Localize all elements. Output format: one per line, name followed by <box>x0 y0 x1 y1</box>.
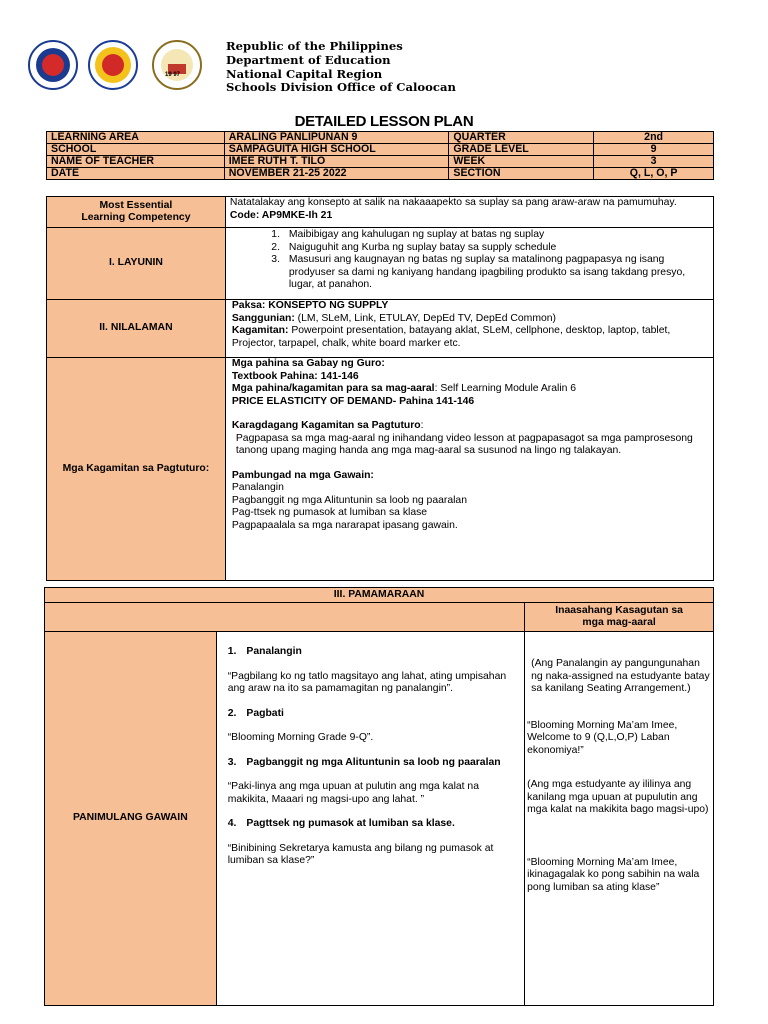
panimulang-gawain-label: PANIMULANG GAWAIN <box>45 632 217 1006</box>
objective-item: 1. Maibibigay ang kahulugan ng suplay at batas ng suplay <box>283 229 712 242</box>
info-label: QUARTER <box>449 132 594 144</box>
step-item: 4. Pagttsek ng pumasok at lumiban sa klase. “Binibining Sekretarya kamusta ang bilang ng pumasok at lumiban sa klase?” <box>218 818 523 868</box>
textbook-text: Textbook Pahina: 141-146 <box>231 370 359 382</box>
header-text <box>226 40 456 95</box>
info-value: 9 <box>594 144 714 156</box>
melc-row <box>47 197 714 228</box>
pambungad-heading: Pambungad na mga Gawain: <box>231 469 374 481</box>
nilalaman-row <box>47 300 714 358</box>
objective-item: 3. Masusuri ang kaugnayan ng batas ng suplay sa matalinong pagpapasya ng isang prodyuser sa dami ng kaniyang handang ipagbiling produkto sa isang takdang presyo, lugar, at panahon. <box>283 254 712 292</box>
melc-label: Most Essential Learning Competency <box>47 197 226 228</box>
info-label: SCHOOL <box>47 144 225 156</box>
header-line: Schools Division Office of Caloocan <box>226 80 456 95</box>
melc-content <box>225 197 713 228</box>
step-title: Pagttsek ng pumasok at lumiban sa klase. <box>246 818 455 829</box>
inaasahan-row <box>45 603 714 632</box>
answer-text: (Ang mga estudyante ay ililinya ang kanilang mga upuan at pupulutin ang mga kalat na makikita bago magsi-upo) <box>527 779 709 815</box>
step-title: Panalangin <box>246 646 302 657</box>
mag-aaral-line: Mga pahina/kagamitan para sa mag-aaral: Self Learning Module Aralin 6 <box>231 383 577 394</box>
info-row <box>47 156 714 168</box>
nilalaman-content <box>225 300 713 358</box>
melc-code: Code: AP9MKE-Ih 21 <box>229 209 333 221</box>
info-label: GRADE LEVEL <box>449 144 594 156</box>
step-text: “Pagbilang ko ng tatlo magsitayo ang lahat, ating umpisahan ang araw na ito sa pamamagitan ng panalangin”. <box>227 670 507 694</box>
sanggunian-line: Sanggunian: (LM, SLeM, Link, ETULAY, DepEd TV, DepEd Common) <box>231 312 557 324</box>
info-value: 3 <box>594 156 714 168</box>
info-label: SECTION <box>449 168 594 180</box>
price-elasticity-text: PRICE ELASTICITY OF DEMAND- Pahina 141-146 <box>231 395 475 407</box>
pamamaraan-header: III. PAMAMARAAN <box>45 588 714 603</box>
layunin-row <box>47 228 714 300</box>
answer-text: (Ang Panalangin ay pangungunahan ng naka-assigned na estudyante batay sa kanilang Seating Arrangement.) <box>531 658 710 694</box>
karagdagang-heading: Karagdagang Kagamitan sa Pagtuturo: <box>231 420 424 431</box>
student-answers <box>525 632 714 1006</box>
step-item: 3. Pagbanggit ng mga Alituntunin sa loob ng paaralan “Paki-linya ang mga upuan at pulutin ang mga kalat na makikita, Maaari ng magsi-upo ang lahat. ” <box>218 757 523 807</box>
lesson-details-table <box>46 196 714 581</box>
info-row <box>47 132 714 144</box>
info-row <box>47 144 714 156</box>
inaasahan-header: Inaasahang Kasagutan sa mga mag-aaral <box>525 603 714 632</box>
pamamaraan-header-row <box>45 588 714 603</box>
info-value: ARALING PANLIPUNAN 9 <box>224 132 449 144</box>
gawain-item: Pag-ttsek ng pumasok at lumiban sa klase <box>231 507 428 518</box>
gawain-item: Pagbanggit ng mga Alituntunin sa loob ng paaralan <box>231 494 467 506</box>
kagamitan-line: Kagamitan: Powerpoint presentation, batayang aklat, SLeM, cellphone, desktop, laptop, tablet, Projector, tarpapel, chalk, white board marker etc. <box>231 325 671 349</box>
info-value: SAMPAGUITA HIGH SCHOOL <box>224 144 449 156</box>
info-value: IMEE RUTH T. TILO <box>224 156 449 168</box>
step-text: “Paki-linya ang mga upuan at pulutin ang mga kalat na makikita, Maaari ng magsi-upo ang lahat. ” <box>227 781 479 805</box>
info-value: Q, L, O, P <box>594 168 714 180</box>
info-label: DATE <box>47 168 225 180</box>
kagamitan-pagtuturo-row <box>47 358 714 581</box>
step-title: Pagbati <box>246 707 284 719</box>
info-table <box>46 131 714 180</box>
step-text: “Binibining Sekretarya kamusta ang bilang ng pumasok at lumiban sa klase?” <box>227 842 494 866</box>
objectives-list <box>227 229 712 292</box>
gabay-text: Mga pahina sa Gabay ng Guro: <box>231 358 385 369</box>
pamamaraan-table <box>44 587 714 1006</box>
kagamitan-pagtuturo-content <box>225 358 713 581</box>
info-value: NOVEMBER 21-25 2022 <box>224 168 449 180</box>
header-line: National Capital Region <box>226 66 383 81</box>
gawain-item: Pagpapaalala sa mga nararapat ipasang gawain. <box>231 519 458 531</box>
answer-text: “Blooming Morning Ma’am Imee, ikinagagalak ko pong sabihin na wala pong lumiban sa ating klase” <box>527 856 700 893</box>
deped-seal-logo <box>28 40 78 90</box>
info-row <box>47 168 714 180</box>
info-value: 2nd <box>594 132 714 144</box>
layunin-content <box>225 228 713 300</box>
answer-text: “Blooming Morning Ma’am Imee, Welcome to 9 (Q,L,O,P) Laban ekonomiya!” <box>527 719 678 756</box>
karagdagang-text: Pagpapasa sa mga mag-aaral ng inihandang video lesson at pagpapasagot sa mga pamprosesong tanong upang maging handa ang mga mag-aaral sa susunod na lingo ng talakayan. <box>235 432 693 456</box>
header-line: Republic of the Philippines <box>226 39 403 53</box>
kagamitan-pagtuturo-label: Mga Kagamitan sa Pagtuturo: <box>47 358 226 581</box>
page-title: DETAILED LESSON PLAN <box>294 113 474 130</box>
step-item: 2. Pagbati “Blooming Morning Grade 9-Q”. <box>218 708 523 745</box>
info-label: NAME OF TEACHER <box>47 156 225 168</box>
objective-item: 2. Naiguguhit ang Kurba ng suplay batay sa supply schedule <box>283 242 712 255</box>
panimulang-gawain-row <box>45 632 714 1006</box>
info-label: WEEK <box>449 156 594 168</box>
step-title: Pagbanggit ng mga Alituntunin sa loob ng paaralan <box>246 756 501 768</box>
teacher-activities <box>216 632 524 1006</box>
info-label: LEARNING AREA <box>47 132 225 144</box>
layunin-label: I. LAYUNIN <box>47 228 226 300</box>
sampaguita-high-school-logo: 19 97 <box>152 40 202 90</box>
step-item: 1. Panalangin “Pagbilang ko ng tatlo magsitayo ang lahat, ating umpisahan ang araw na ito sa pamamagitan ng panalangin”. <box>218 646 523 696</box>
gawain-item: Panalangin <box>231 482 284 493</box>
nilalaman-label: II. NILALAMAN <box>47 300 226 358</box>
paksa-text: Paksa: KONSEPTO NG SUPPLY <box>231 300 389 311</box>
schools-division-logo <box>88 40 138 90</box>
step-text: “Blooming Morning Grade 9-Q”. <box>227 732 374 743</box>
melc-text: Natatalakay ang konsepto at salik na nakaaapekto sa suplay sa pang araw-araw na pamumuhay. <box>229 197 677 208</box>
header-line: Department of Education <box>226 52 391 67</box>
